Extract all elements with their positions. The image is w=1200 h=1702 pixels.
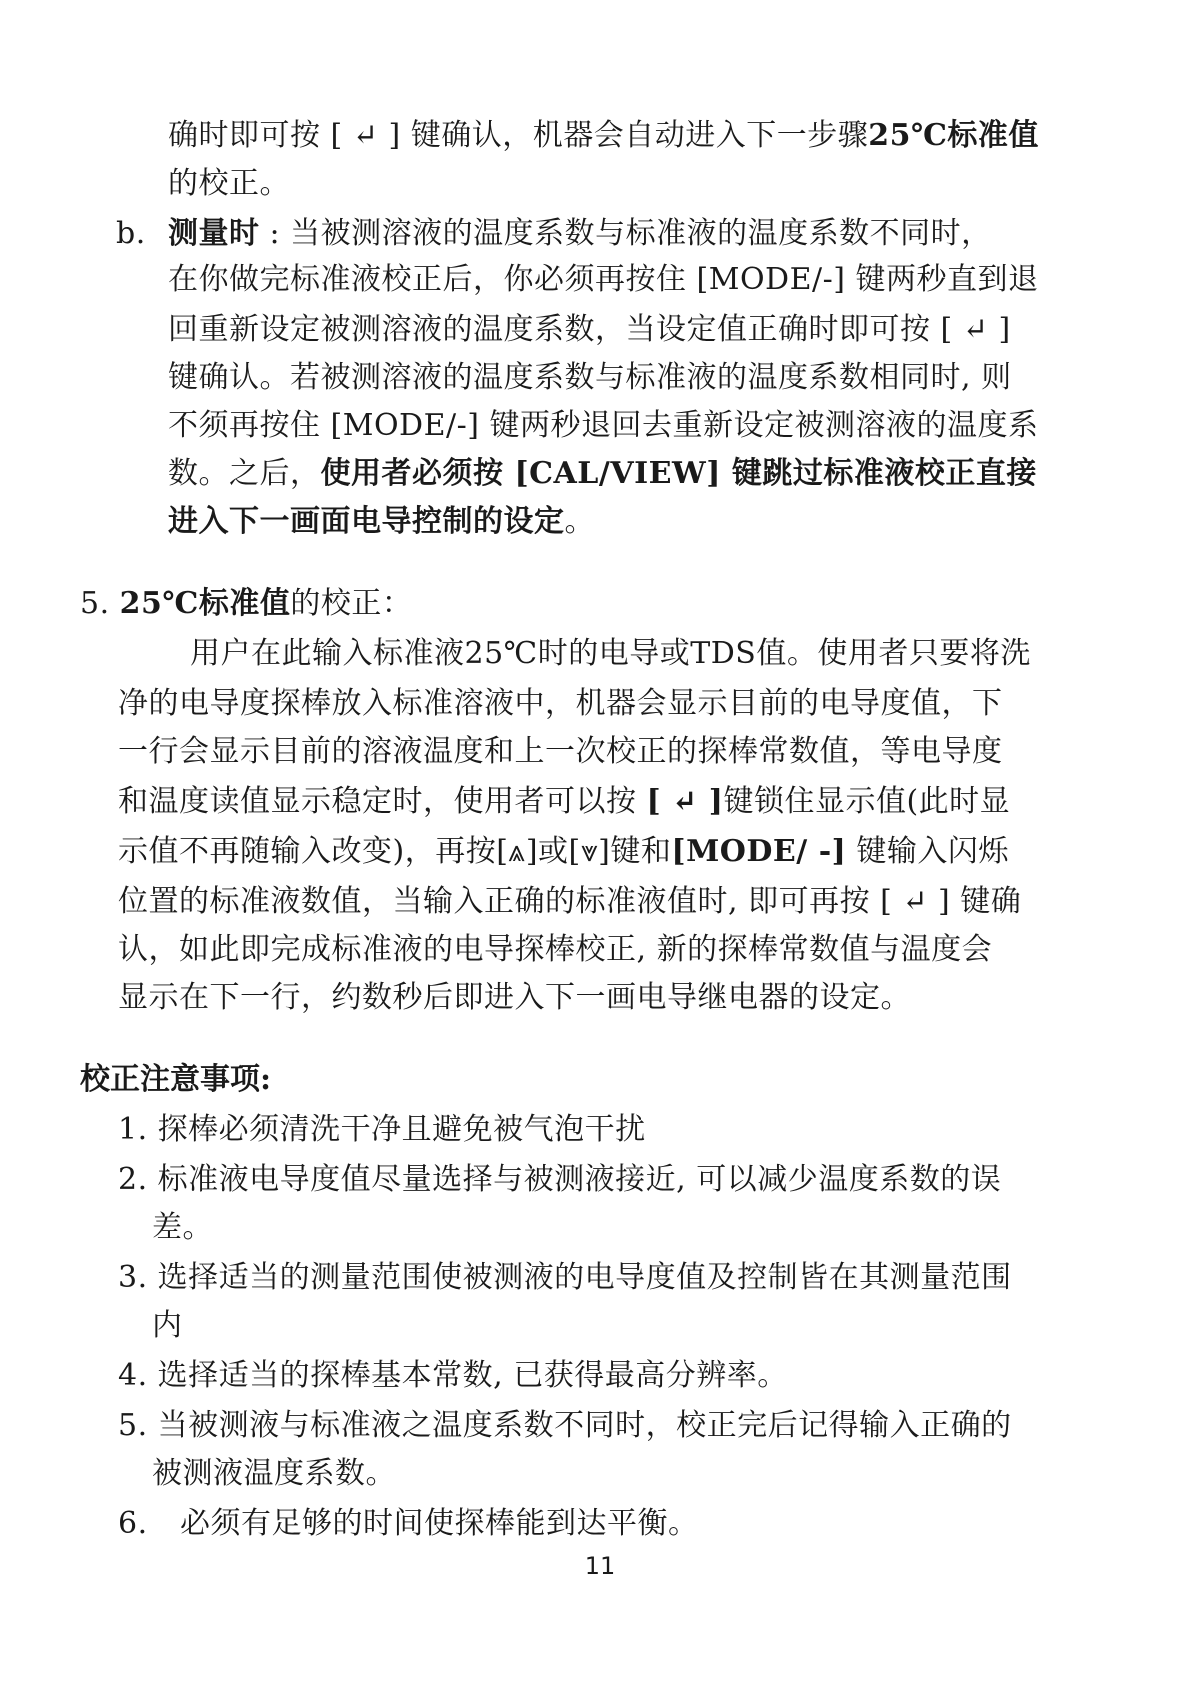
- top-line-1-text: 确时即可按 [ ↵ ] 键确认，机器会自动进入下一步骤: [168, 118, 869, 153]
- note-item-2-line-2: 差。: [152, 1210, 213, 1245]
- note-item-3-line-2: 内: [152, 1308, 183, 1343]
- item-b-line-6: [168, 452, 1037, 496]
- section-5-para-line-8: 显示在下一行，约数秒后即进入下一画电导继电器的设定。: [118, 980, 911, 1015]
- note-item-5-line-1: 5. 当被测液与标准液之温度系数不同时，校正完后记得输入正确的: [118, 1408, 1012, 1443]
- section-5-para-line-4: [118, 780, 1010, 824]
- section-5-para-line-7: 认，如此即完成标准液的电导探棒校正, 新的探棒常数值与温度会: [118, 932, 993, 967]
- section-5-para-line-5: [118, 830, 1009, 874]
- mode-key-label: [MODE/ -]: [671, 834, 847, 869]
- section-5-para-line-5-text: 示值不再随输入改变)，再按[⩓]或[⩔]键和: [118, 834, 672, 869]
- item-b-line-7: [168, 500, 595, 544]
- top-line-2: 的校正。: [168, 166, 290, 201]
- item-b-line-2: 在你做完标准液校正后，你必须再按住 [MODE/-] 键两秒直到退: [168, 262, 1039, 297]
- section-5-para-line-5-rest: 键输入闪烁: [846, 834, 1009, 869]
- item-b-line-6-text: 数。之后，: [168, 456, 321, 491]
- top-line-1-bold: 25℃标准值: [868, 118, 1039, 153]
- section-5-para-line-1: 用户在此输入标准液25℃时的电导或TDS值。使用者只要将洗: [190, 636, 1031, 671]
- section-5-para-line-2: 净的电导度探棒放入标准溶液中，机器会显示目前的电导度值，下: [118, 686, 1003, 721]
- note-item-4: 4. 选择适当的探棒基本常数, 已获得最高分辨率。: [118, 1358, 788, 1393]
- section-5-title-rest: 的校正：: [290, 586, 413, 621]
- section-5-title: [80, 582, 412, 626]
- item-b-line-7-text: 。: [564, 504, 595, 539]
- notes-heading: 校正注意事项:: [80, 1062, 272, 1097]
- section-5-para-line-4-rest: 键锁住显示值(此时显: [723, 784, 1011, 819]
- item-b-line-3: 回重新设定被测溶液的温度系数，当设定值正确时即可按 [ ↵ ]: [168, 312, 1011, 347]
- note-item-1: 1. 探棒必须清洗干净且避免被气泡干扰: [118, 1112, 646, 1147]
- top-line-1: [168, 114, 1039, 158]
- item-b-line-1: [168, 212, 992, 256]
- note-item-3-line-1: 3. 选择适当的测量范围使被测液的电导度值及控制皆在其测量范围: [118, 1260, 1012, 1295]
- section-5-title-bold: 25℃标准值: [119, 586, 291, 621]
- enter-key-label: [ ↵ ]: [646, 784, 724, 819]
- note-item-6-number: 6.: [118, 1506, 148, 1541]
- item-b-line-6-bold: 使用者必须按 [CAL/VIEW] 键跳过标准液校正直接: [320, 456, 1037, 491]
- section-5-para-line-6: 位置的标准液数值，当输入正确的标准液值时, 即可再按 [ ↵ ] 键确: [118, 884, 1022, 919]
- section-5-para-line-3: 一行会显示目前的溶液温度和上一次校正的探棒常数值，等电导度: [118, 734, 1003, 769]
- page-number: 11: [584, 1552, 616, 1580]
- item-b-line-7-bold: 进入下一画面电导控制的设定: [168, 504, 565, 539]
- section-5-para-line-4-text: 和温度读值显示稳定时，使用者可以按: [118, 784, 647, 819]
- note-item-6-text: 必须有足够的时间使探棒能到达平衡。: [180, 1506, 699, 1541]
- section-5-number: 5.: [80, 586, 120, 621]
- item-b-marker: b.: [116, 216, 146, 251]
- note-item-5-line-2: 被测液温度系数。: [152, 1456, 396, 1491]
- item-b-line-4: 键确认。若被测溶液的温度系数与标准液的温度系数相同时, 则: [168, 360, 1012, 395]
- item-b-line-5: 不须再按住 [MODE/-] 键两秒退回去重新设定被测溶液的温度系: [168, 408, 1039, 443]
- item-b-label: 测量时: [168, 216, 260, 251]
- note-item-2-line-1: 2. 标准液电导度值尽量选择与被测液接近, 可以减少温度系数的误: [118, 1162, 1002, 1197]
- item-b-line-1-text: : 当被测溶液的温度系数与标准液的温度系数不同时，: [259, 216, 992, 251]
